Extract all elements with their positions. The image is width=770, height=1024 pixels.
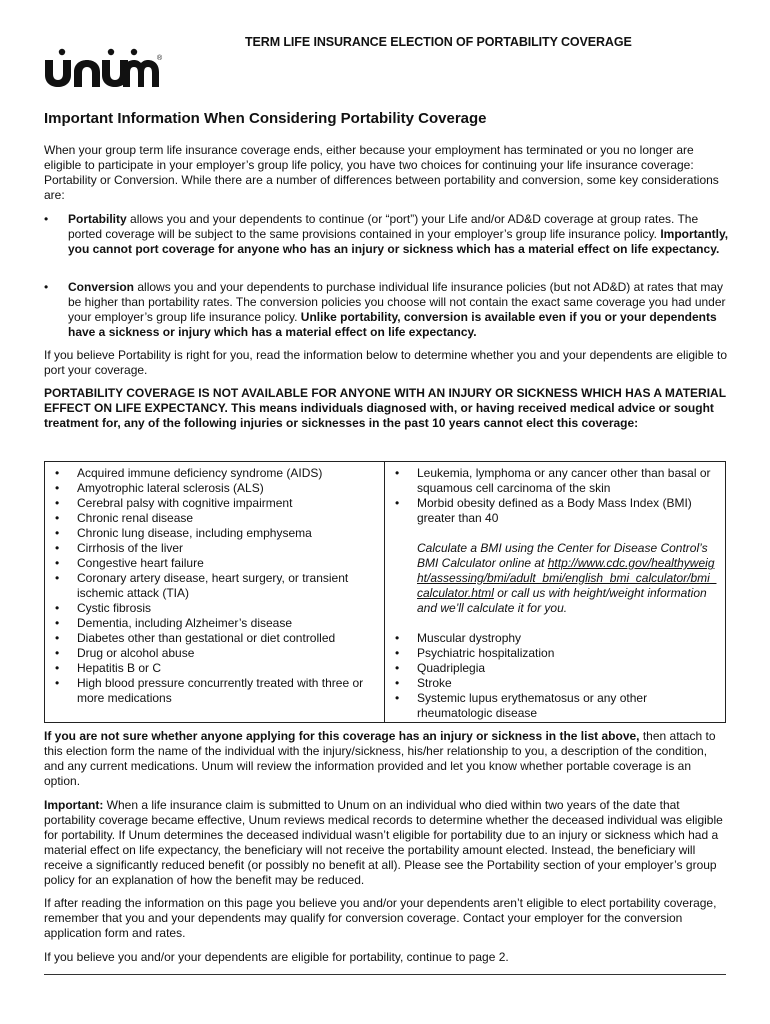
conditions-left-column — [51, 466, 381, 706]
condition-item: • Congestive heart failure — [51, 556, 381, 571]
condition-item: • Dementia, including Alzheimer’s disease — [51, 616, 381, 631]
condition-item: • Cerebral palsy with cognitive impairment — [51, 496, 381, 511]
conversion-bullet: • Conversion allows you and your dependents to purchase individual life insurance policies (but not AD&D) at rates that may be higher than portability rates. The conversion policies you choose will not contain the exact same coverage you had under your employer’s group life insurance policy. Unlike portability, conversion is available even if you or your dependents have a sickness or injury which has a material effect on life expectancy. — [44, 280, 726, 339]
conditions-right-column — [391, 466, 721, 721]
condition-item: • Psychiatric hospitalization — [391, 646, 721, 661]
condition-item: • Diabetes other than gestational or diet controlled — [51, 631, 381, 646]
condition-item: • Chronic renal disease — [51, 511, 381, 526]
svg-text:®: ® — [157, 55, 163, 62]
document-title: TERM LIFE INSURANCE ELECTION OF PORTABILITY COVERAGE — [245, 35, 632, 49]
believe-paragraph: If you believe Portability is right for you, read the information below to determine whether you and your dependents are eligible to port your coverage. — [44, 348, 728, 377]
footer-divider — [44, 974, 726, 975]
continue-paragraph: If you believe you and/or your dependents are eligible for portability, continue to page 2. — [44, 950, 509, 964]
unum-logo — [44, 48, 164, 93]
condition-item: • Chronic lung disease, including emphysema — [51, 526, 381, 541]
condition-item: • High blood pressure concurrently treated with three or more medications — [51, 676, 381, 706]
condition-item: • Leukemia, lymphoma or any cancer other than basal or squamous cell carcinoma of the skin — [391, 466, 721, 496]
condition-item: • Amyotrophic lateral sclerosis (ALS) — [51, 481, 381, 496]
intro-paragraph: When your group term life insurance coverage ends, either because your employment has terminated or you no longer are eligible to participate in your employer’s group life policy, you have two choices for continuing your life insurance coverage: Portability or Conversion. While there are a number of differences between portability and conversion, some key considerations are: — [44, 143, 719, 202]
bmi-note: Calculate a BMI using the Center for Disease Control’s BMI Calculator online at http://www.cdc.gov/healthyweight/assessing/bmi/adult_bmi/english_bmi_calculator/bmi_calculator.html or call us with height/weight information and we’ll calculate it for you. — [417, 541, 717, 615]
portability-bullet: • Portability allows you and your dependents to continue (or “port”) your Life and/or AD&D coverage at group rates. The ported coverage will be subject to the same provisions contained in your employer’s group life insurance policy. Importantly, you cannot port coverage for anyone who has an injury or sickness which has a material effect on life expectancy. — [44, 212, 729, 256]
not-sure-paragraph: If you are not sure whether anyone applying for this coverage has an injury or sickness in the list above, then attach to this election form the name of the individual with the injury/sickness, his/her relationship to you, a description of the condition, and any current medications. Unum will review the information provided and let you know whether portable coverage is an option. — [44, 729, 716, 788]
unum-logo-icon — [44, 48, 164, 88]
condition-item: • Drug or alcohol abuse — [51, 646, 381, 661]
important-paragraph: Important: When a life insurance claim is submitted to Unum on an individual who died within two years of the date that portability coverage became effective, Unum reviews medical records to determine whether the deceased individual was eligible for portability. If Unum determines the deceased individual wasn’t eligible for portability due to an injury or sickness which had a material effect on life expectancy, the beneficiary will not receive the portability amount elected. Instead, the beneficiary will receive a significantly reduced benefit (or possibly no benefit at all). Please see the Portability section of your employer’s group policy for an explanation of how the benefit may be reduced. — [44, 798, 723, 887]
condition-item: • Morbid obesity defined as a Body Mass Index (BMI) greater than 40 — [391, 496, 721, 526]
condition-item: • Muscular dystrophy — [391, 631, 721, 646]
condition-item: • Hepatitis B or C — [51, 661, 381, 676]
after-reading-paragraph: If after reading the information on this page you believe you and/or your dependents aren’t eligible to elect portability coverage, remember that you and your dependents may qualify for conversion coverage. Contact your employer for the conversion application form and rates. — [44, 896, 717, 940]
not-available-notice: PORTABILITY COVERAGE IS NOT AVAILABLE FOR ANYONE WITH AN INJURY OR SICKNESS WHICH HAS A MATERIAL EFFECT ON LIFE EXPECTANCY. This means individuals diagnosed with, or having received medical advice or sought treatment for, any of the following injuries or sicknesses in the past 10 years cannot elect this coverage: — [44, 386, 726, 430]
condition-item: • Coronary artery disease, heart surgery, or transient ischemic attack (TIA) — [51, 571, 381, 601]
condition-item: • Cystic fibrosis — [51, 601, 381, 616]
condition-item: • Cirrhosis of the liver — [51, 541, 381, 556]
cdc-bmi-link[interactable]: http://www.cdc.gov/healthyweight/assessing/bmi/adult_bmi/english_bmi_calculator/bmi_calculator.html — [417, 556, 717, 600]
condition-item: • Acquired immune deficiency syndrome (AIDS) — [51, 466, 381, 481]
conditions-table — [44, 461, 726, 723]
condition-item: • Systemic lupus erythematosus or any other rheumatologic disease — [391, 691, 721, 721]
condition-item: • Stroke — [391, 676, 721, 691]
section-heading: Important Information When Considering Portability Coverage — [44, 110, 487, 127]
condition-item: • Quadriplegia — [391, 661, 721, 676]
